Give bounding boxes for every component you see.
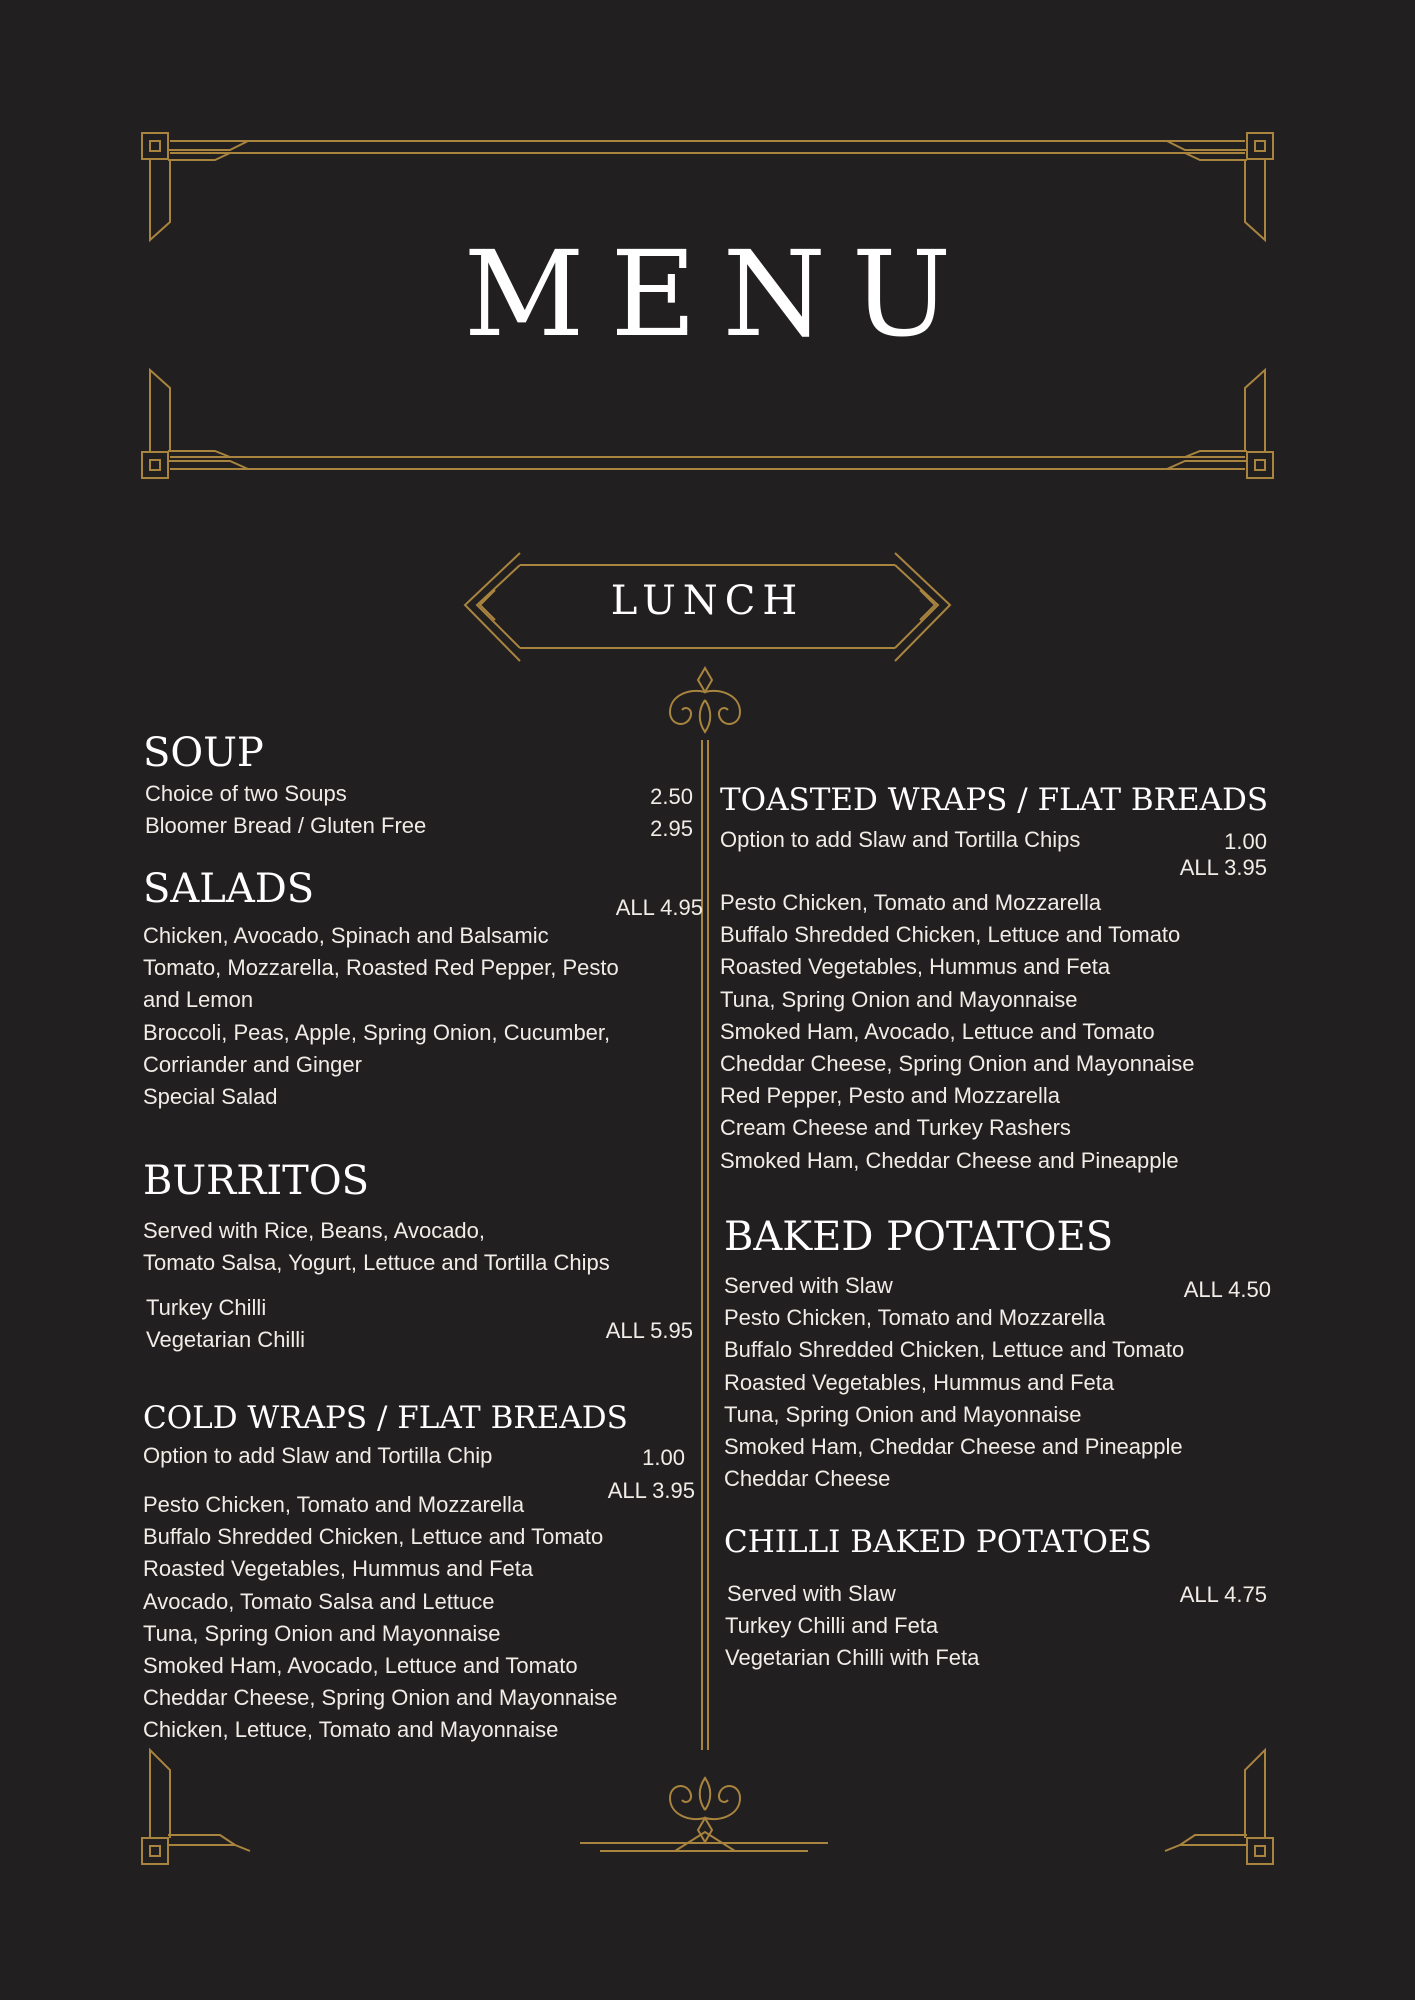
bottom-ornaments <box>0 1740 1415 1870</box>
menu-item: Tuna, Spring Onion and Mayonnaise <box>724 1401 1082 1427</box>
section-price-toasted-wraps: ALL 3.95 <box>1179 855 1267 880</box>
section-price-salads: ALL 4.95 <box>615 895 703 920</box>
toasted-wraps-option <box>720 824 1080 856</box>
section-price-cold-wraps: ALL 3.95 <box>607 1478 695 1503</box>
menu-item: Tomato, Mozzarella, Roasted Red Pepper, Pesto <box>143 955 619 981</box>
menu-item: Roasted Vegetables, Hummus and Feta <box>720 954 1111 980</box>
burritos-description <box>143 1215 610 1279</box>
menu-title: MENU <box>463 225 978 363</box>
menu-item: Cream Cheese and Turkey Rashers <box>720 1115 1071 1141</box>
menu-item: Buffalo Shredded Chicken, Lettuce and Tomato <box>143 1524 604 1550</box>
menu-item: Pesto Chicken, Tomato and Mozzarella <box>143 1492 525 1517</box>
flourish-top-icon <box>670 668 740 732</box>
menu-item: Vegetarian Chilli <box>146 1327 305 1353</box>
served-line: Served with Slaw <box>727 1581 896 1606</box>
menu-item: Avocado, Tomato Salsa and Lettuce <box>143 1588 495 1614</box>
description-line: Served with Rice, Beans, Avocado, <box>143 1218 486 1243</box>
menu-item: Chicken, Avocado, Spinach and Balsamic <box>143 923 549 948</box>
burritos-items <box>146 1292 305 1356</box>
toasted-wraps-items <box>720 887 1195 1177</box>
section-heading-burritos: BURRITOS <box>143 1158 370 1204</box>
section-heading-chilli-baked-potatoes: CHILLI BAKED POTATOES <box>724 1524 1152 1560</box>
option-price: 1.00 <box>1224 829 1267 854</box>
section-heading-toasted-wraps: TOASTED WRAPS / FLAT BREADS <box>720 782 1269 818</box>
chilli-baked-potatoes-items <box>727 1578 896 1610</box>
menu-item: Smoked Ham, Avocado, Lettuce and Tomato <box>720 1018 1155 1044</box>
menu-item: Special Salad <box>143 1084 278 1110</box>
menu-item: Pesto Chicken, Tomato and Mozzarella <box>724 1305 1106 1331</box>
option-line: Option to add Slaw and Tortilla Chips <box>720 827 1081 852</box>
description-line: Tomato Salsa, Yogurt, Lettuce and Tortilla Chips <box>143 1250 610 1276</box>
section-heading-salads: SALADS <box>143 866 315 912</box>
menu-item: Vegetarian Chilli with Feta <box>725 1645 980 1671</box>
section-price-chilli-baked-potatoes: ALL 4.75 <box>1179 1582 1267 1607</box>
menu-item: Red Pepper, Pesto and Mozzarella <box>720 1083 1060 1109</box>
item-price: 2.50 <box>650 784 693 809</box>
menu-item: Broccoli, Peas, Apple, Spring Onion, Cucumber, <box>143 1019 611 1045</box>
menu-item: Smoked Ham, Cheddar Cheese and Pineapple <box>720 1147 1179 1173</box>
option-line: Option to add Slaw and Tortilla Chip <box>143 1443 493 1468</box>
bottom-center-rule <box>580 1832 828 1851</box>
soup-items <box>145 778 426 842</box>
menu-item: Tuna, Spring Onion and Mayonnaise <box>143 1620 501 1646</box>
section-price-burritos: ALL 5.95 <box>605 1318 693 1343</box>
section-price-baked-potatoes: ALL 4.50 <box>1183 1277 1271 1302</box>
corner-ornament-top-right <box>1167 133 1273 240</box>
menu-item: Smoked Ham, Avocado, Lettuce and Tomato <box>143 1653 578 1679</box>
menu-item: Buffalo Shredded Chicken, Lettuce and Tomato <box>720 922 1181 948</box>
cold-wraps-option <box>143 1440 492 1472</box>
served-line: Served with Slaw <box>724 1273 893 1298</box>
menu-item: Pesto Chicken, Tomato and Mozzarella <box>720 890 1102 915</box>
baked-potatoes-items <box>724 1270 1184 1495</box>
menu-item: Roasted Vegetables, Hummus and Feta <box>143 1556 534 1582</box>
salads-items <box>143 920 619 1113</box>
menu-item: Turkey Chilli and Feta <box>725 1613 939 1638</box>
corner-ornament-top-left <box>142 133 248 240</box>
menu-item: Cheddar Cheese <box>724 1466 891 1492</box>
corner-ornament-bottom-right <box>1167 370 1273 478</box>
section-heading-baked-potatoes: BAKED POTATOES <box>724 1214 1114 1260</box>
corner-ornament-bottom-left-lower <box>142 1750 250 1864</box>
menu-item: Corriander and Ginger <box>143 1051 362 1077</box>
menu-item: and Lemon <box>143 987 254 1013</box>
menu-item: Choice of two Soups <box>145 781 347 806</box>
corner-ornament-bottom-right-lower <box>1165 1750 1273 1864</box>
option-price: 1.00 <box>642 1445 685 1470</box>
menu-item: Buffalo Shredded Chicken, Lettuce and Tomato <box>724 1337 1185 1363</box>
menu-item: Smoked Ham, Cheddar Cheese and Pineapple <box>724 1434 1183 1460</box>
menu-item: Roasted Vegetables, Hummus and Feta <box>724 1369 1115 1395</box>
menu-item: Turkey Chilli <box>146 1295 267 1320</box>
item-price: 2.95 <box>650 816 693 841</box>
lunch-banner: LUNCH <box>610 578 805 624</box>
menu-item: Bloomer Bread / Gluten Free <box>145 813 427 839</box>
menu-item: Chicken, Lettuce, Tomato and Mayonnaise <box>143 1717 559 1743</box>
menu-item: Cheddar Cheese, Spring Onion and Mayonnaise <box>720 1051 1195 1077</box>
chilli-baked-potatoes-items <box>725 1610 979 1674</box>
section-heading-cold-wraps: COLD WRAPS / FLAT BREADS <box>143 1400 628 1436</box>
menu-item: Cheddar Cheese, Spring Onion and Mayonnaise <box>143 1685 618 1711</box>
section-heading-soup: SOUP <box>143 730 264 776</box>
cold-wraps-items <box>143 1489 618 1747</box>
corner-ornament-bottom-left <box>142 370 248 478</box>
menu-item: Tuna, Spring Onion and Mayonnaise <box>720 986 1078 1012</box>
